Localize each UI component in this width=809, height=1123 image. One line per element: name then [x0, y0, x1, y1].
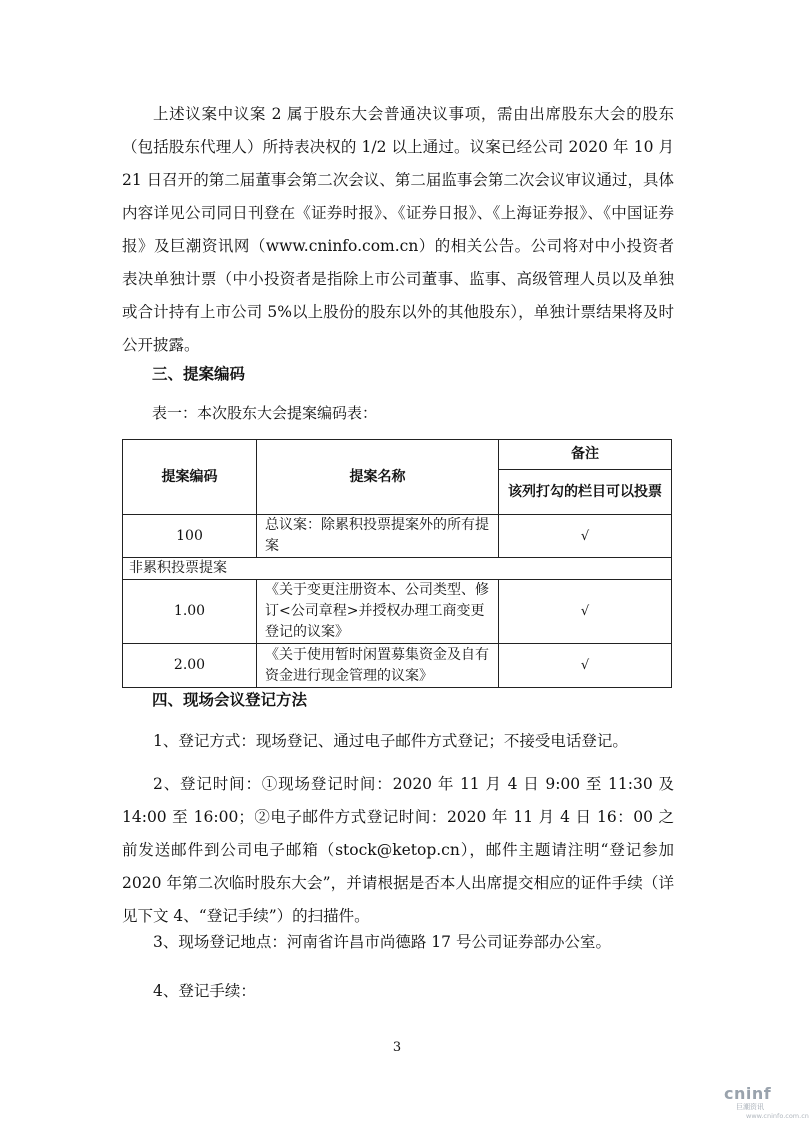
section4-heading: 四、现场会议登记方法 [152, 691, 308, 709]
registration-item-1: 1、登记方式：现场登记、通过电子邮件方式登记；不接受电话登记。 [153, 732, 628, 750]
header-name: 提案名称 [257, 440, 499, 515]
header-remark: 备注 [499, 440, 672, 470]
registration-item-2: 2、登记时间：①现场登记时间：2020 年 11 月 4 日 9:00 至 11:30 及 14:00 至 16:00；②电子邮件方式登记时间：2020 年 11 月 4 日 16：00 之前发送邮件到公司电子邮箱（stock@ketop.cn），邮件主题请注明“登记参加 2020 年第二次临时股东大会”，并请根据是否本人出席提交相应的证件手续（详见下文 4、“登记手续”）的扫描件。 [122, 775, 674, 925]
table-caption: 表一：本次股东大会提案编码表： [152, 404, 378, 422]
table-group-row [123, 558, 672, 580]
table-row [123, 515, 672, 558]
row-check: √ [499, 515, 672, 558]
cninfo-logo-url: www.cninfo.com.cn [746, 1112, 809, 1120]
header-remark-sub: 该列打勾的栏目可以投票 [499, 470, 672, 515]
row-check: √ [499, 644, 672, 688]
registration-item-3: 3、现场登记地点：河南省许昌市尚德路 17 号公司证券部办公室。 [153, 933, 611, 951]
table-row [123, 580, 672, 644]
row-code: 1.00 [123, 580, 257, 644]
cninfo-logo-subtitle: 巨潮资讯 [736, 1103, 764, 1111]
group-label: 非累积投票提案 [123, 558, 672, 580]
section3-heading: 三、提案编码 [152, 365, 246, 383]
row-code: 2.00 [123, 644, 257, 688]
header-code: 提案编码 [123, 440, 257, 515]
proposal-code-table [122, 439, 672, 688]
row-check: √ [499, 580, 672, 644]
row-name: 《关于变更注册资本、公司类型、修订<公司章程>并授权办理工商变更登记的议案》 [257, 580, 499, 644]
page-number: 3 [392, 1040, 402, 1055]
row-name: 总议案：除累积投票提案外的所有提案 [257, 515, 499, 558]
intro-paragraph: 上述议案中议案 2 属于股东大会普通决议事项，需由出席股东大会的股东（包括股东代理人）所持表决权的 1/2 以上通过。议案已经公司 2020 年 10 月 21 日召开的第二届董事会第二次会议、第二届监事会第二次会议审议通过，具体内容详见公司同日刊登在《证券时报》、《证券日报》、《上海证券报》、《中国证券报》及巨潮资讯网（www.cninfo.com.cn）的相关公告。公司将对中小投资者表决单独计票（中小投资者是指除上市公司董事、监事、高级管理人员以及单独或合计持有上市公司 5%以上股份的股东以外的其他股东），单独计票结果将及时公开披露。 [122, 105, 674, 354]
registration-item-4: 4、登记手续： [153, 982, 256, 1000]
cninfo-logo: cninf [724, 1084, 772, 1103]
row-code: 100 [123, 515, 257, 558]
table-row [123, 644, 672, 688]
row-name: 《关于使用暂时闲置募集资金及自有资金进行现金管理的议案》 [257, 644, 499, 688]
